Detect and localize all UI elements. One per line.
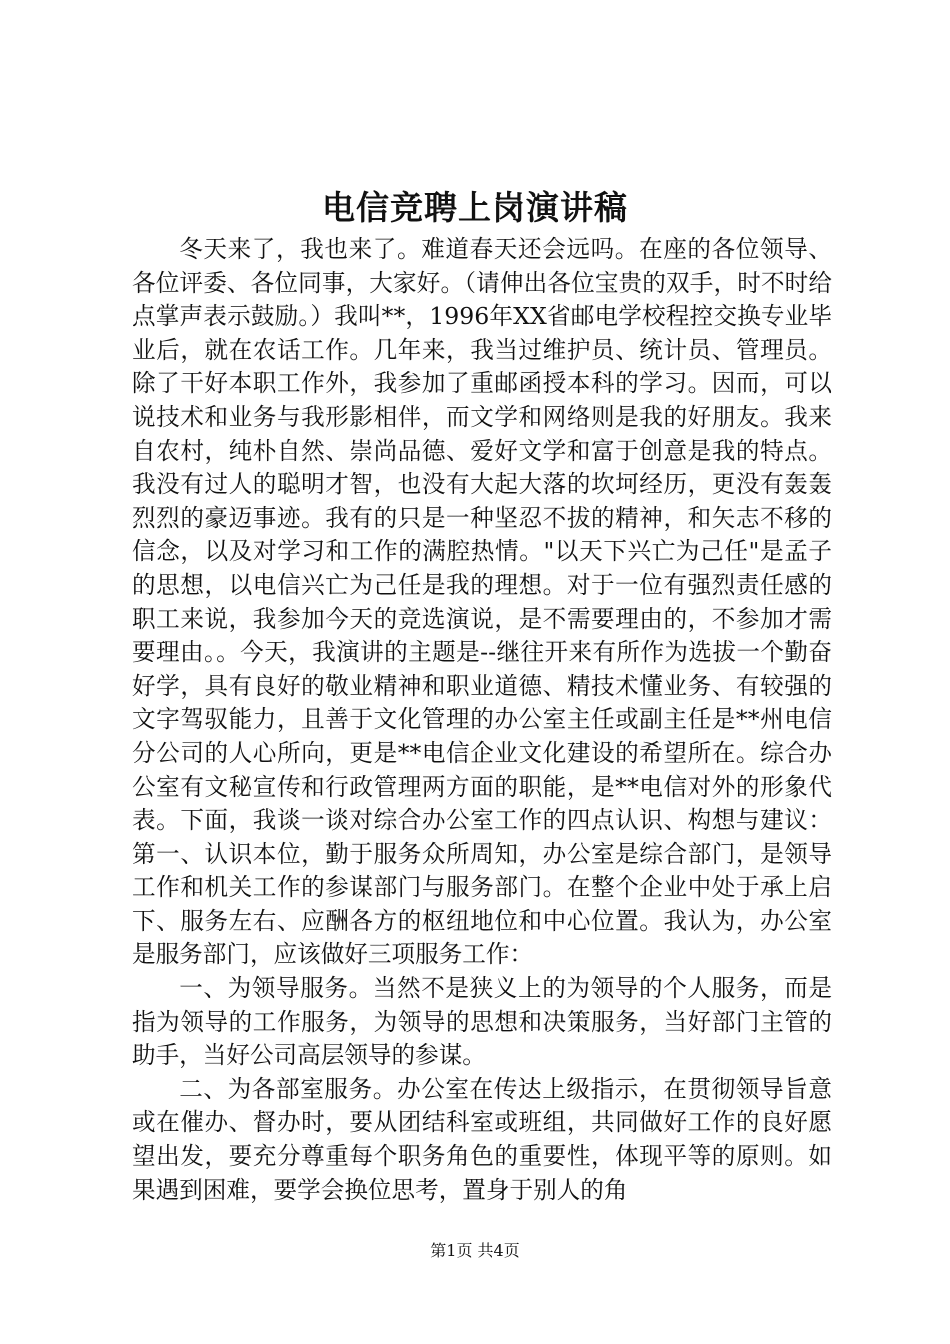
paragraph-serve-leaders: 一、为领导服务。当然不是狭义上的为领导的个人服务，而是指为领导的工作服务，为领导的思想和决策服务，当好部门主管的助手，当好公司高层领导的参谋。	[132, 974, 832, 1070]
page-number: 第1页 共4页	[430, 1241, 520, 1260]
document-body	[132, 233, 832, 1207]
document-title: 电信竞聘上岗演讲稿	[322, 188, 628, 227]
paragraph-intro: 冬天来了，我也来了。难道春天还会远吗。在座的各位领导、各位评委、各位同事，大家好。（请伸出各位宝贵的双手，时不时给点掌声表示鼓励。）我叫**，1996年XX省邮电学校程控交换专业毕业后，就在农话工作。几年来，我当过维护员、统计员、管理员。除了干好本职工作外，我参加了重邮函授本科的学习。因而，可以说技术和业务与我形影相伴，而文学和网络则是我的好朋友。我来自农村，纯朴自然、崇尚品德、爱好文学和富于创意是我的特点。我没有过人的聪明才智，也没有大起大落的坎坷经历，更没有轰轰烈烈的豪迈事迹。我有的只是一种坚忍不拔的精神，和矢志不移的信念，以及对学习和工作的满腔热情。"以天下兴亡为己任"是孟子的思想，以电信兴亡为己任是我的理想。对于一位有强烈责任感的职工来说，我参加今天的竞选演说，是不需要理由的，不参加才需要理由。。今天，我演讲的主题是--继往开来有所作为选拔一个勤奋好学，具有良好的敬业精神和职业道德、精技术懂业务、有较强的文字驾驭能力，且善于文化管理的办公室主任或副主任是**州电信分公司的人心所向，更是**电信企业文化建设的希望所在。综合办公室有文秘宣传和行政管理两方面的职能，是**电信对外的形象代表。下面，我谈一谈对综合办公室工作的四点认识、构想与建议：第一、认识本位，勤于服务众所周知，办公室是综合部门，是领导工作和机关工作的参谋部门与服务部门。在整个企业中处于承上启下、服务左右、应酬各方的枢纽地位和中心位置。我认为，办公室是服务部门，应该做好三项服务工作：	[132, 235, 832, 969]
paragraph-serve-departments: 二、为各部室服务。办公室在传达上级指示，在贯彻领导旨意或在催办、督办时，要从团结科室或班组，共同做好工作的良好愿望出发，要充分尊重每个职务角色的重要性，体现平等的原则。如果遇到困难，要学会换位思考，置身于别人的角	[132, 1074, 832, 1204]
